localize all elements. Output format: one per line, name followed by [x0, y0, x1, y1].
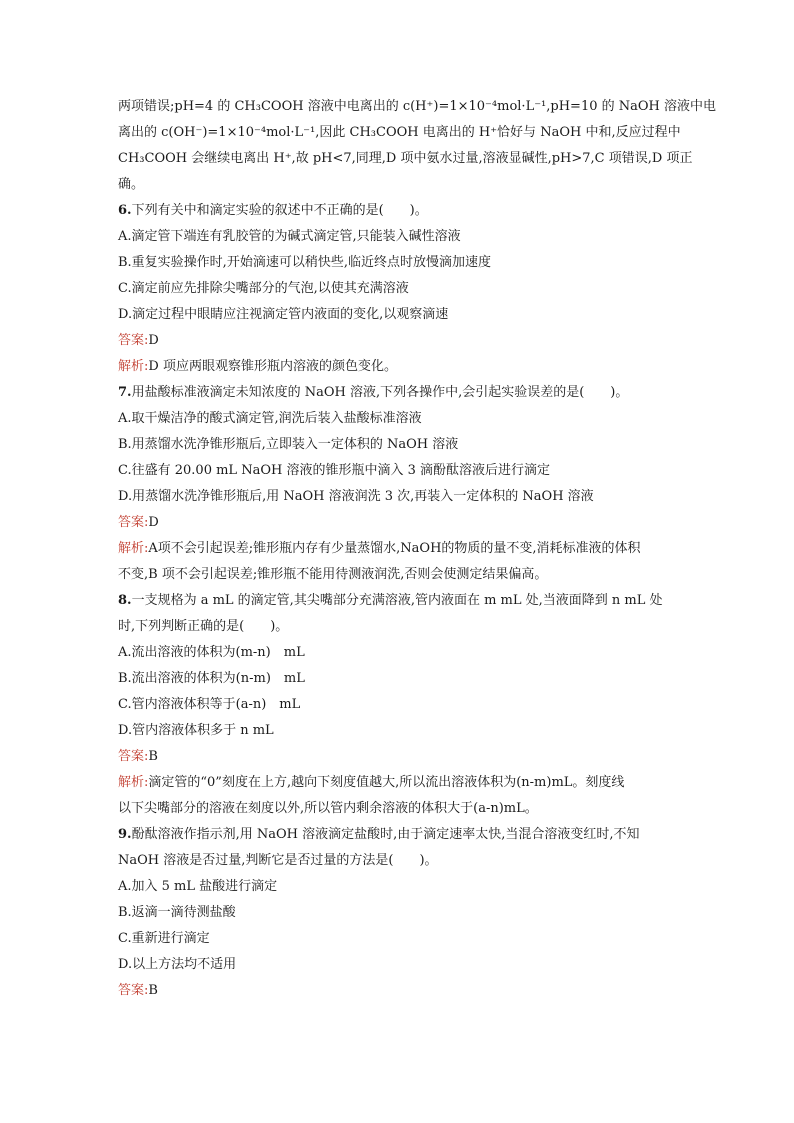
- option-a: A.流出溶液的体积为(m-n) mL: [118, 645, 305, 660]
- answer-label: 答案:: [118, 333, 149, 348]
- question-number: 6.: [118, 203, 132, 218]
- option-b: B.流出溶液的体积为(n-m) mL: [118, 671, 305, 686]
- question-stem: 6.下列有关中和滴定实验的叙述中不正确的是( )。: [118, 203, 428, 218]
- option-a: A.加入 5 mL 盐酸进行滴定: [118, 879, 278, 894]
- answer-value: B: [148, 983, 158, 998]
- question-stem: 9.酚酞溶液作指示剂,用 NaOH 溶液滴定盐酸时,由于滴定速率太快,当混合溶液变红时,不知: [118, 827, 640, 842]
- option-d: D.以上方法均不适用: [118, 957, 237, 972]
- answer-value: D: [148, 515, 159, 530]
- explanation: 解析:D 项应两眼观察锥形瓶内溶液的颜色变化。: [118, 359, 397, 374]
- question-number: 8.: [118, 593, 132, 608]
- question-number: 7.: [118, 385, 132, 400]
- answer: [118, 744, 688, 770]
- question-number: 9.: [118, 827, 132, 842]
- answer-label: 答案:: [118, 749, 149, 764]
- option-b: B.重复实验操作时,开始滴速可以稍快些,临近终点时放慢滴加速度: [118, 255, 491, 270]
- question-stem-continued: NaOH 溶液是否过量,判断它是否过量的方法是( )。: [118, 853, 438, 868]
- option-a: A.取干燥洁净的酸式滴定管,润洗后装入盐酸标准溶液: [118, 411, 422, 426]
- option-d: D.滴定过程中眼睛应注视滴定管内液面的变化,以观察滴速: [118, 307, 449, 322]
- option-c: C.滴定前应先排除尖嘴部分的气泡,以使其充满溶液: [118, 281, 409, 296]
- question-stem: 7.用盐酸标准液滴定未知浓度的 NaOH 溶液,下列各操作中,会引起实验误差的是( )。: [118, 385, 629, 400]
- answer: [118, 510, 688, 536]
- question-6: [118, 198, 688, 380]
- explanation-label: 解析:: [118, 541, 149, 556]
- option-d: D.管内溶液体积多于 n mL: [118, 723, 274, 738]
- question-7: [118, 380, 688, 588]
- text-line: CH₃COOH 会继续电离出 H⁺,故 pH<7,同理,D 项中氨水过量,溶液显碱性,pH>7,C 项错误,D 项正: [118, 151, 693, 166]
- question-9: [118, 822, 688, 1004]
- explanation-continued: 以下尖嘴部分的溶液在刻度以外,所以管内剩余溶液的体积大于(a-n)mL。: [118, 801, 538, 816]
- explanation-label: 解析:: [118, 359, 149, 374]
- answer-label: 答案:: [118, 983, 149, 998]
- option-b: B.返滴一滴待测盐酸: [118, 905, 236, 920]
- question-8: [118, 588, 688, 822]
- text-line: 两项错误;pH=4 的 CH₃COOH 溶液中电离出的 c(H⁺)=1×10⁻⁴mol·L⁻¹,pH=10 的 NaOH 溶液中电: [118, 99, 717, 114]
- explanation-label: 解析:: [118, 775, 149, 790]
- document-page: [118, 94, 717, 1004]
- answer-label: 答案:: [118, 515, 149, 530]
- answer-value: D: [148, 333, 159, 348]
- previous-explanation: [118, 94, 717, 198]
- question-stem-continued: 时,下列判断正确的是( )。: [118, 619, 289, 634]
- explanation: 解析:A项不会引起误差;锥形瓶内存有少量蒸馏水,NaOH的物质的量不变,消耗标准液的体积: [118, 541, 641, 556]
- text-line: 确。: [118, 177, 145, 192]
- text-line: 离出的 c(OH⁻)=1×10⁻⁴mol·L⁻¹,因此 CH₃COOH 电离出的 H⁺恰好与 NaOH 中和,反应过程中: [118, 125, 681, 140]
- option-c: C.管内溶液体积等于(a-n) mL: [118, 697, 301, 712]
- answer: [118, 328, 688, 354]
- option-d: D.用蒸馏水洗净锥形瓶后,用 NaOH 溶液润洗 3 次,再装入一定体积的 NaOH 溶液: [118, 489, 594, 504]
- option-c: C.重新进行滴定: [118, 931, 210, 946]
- answer-value: B: [148, 749, 158, 764]
- explanation-continued: 不变,B 项不会引起误差;锥形瓶不能用待测液润洗,否则会使测定结果偏高。: [118, 567, 548, 582]
- option-a: A.滴定管下端连有乳胶管的为碱式滴定管,只能装入碱性溶液: [118, 229, 461, 244]
- option-b: B.用蒸馏水洗净锥形瓶后,立即装入一定体积的 NaOH 溶液: [118, 437, 459, 452]
- question-stem: 8.一支规格为 a mL 的滴定管,其尖嘴部分充满溶液,管内液面在 m mL 处,当液面降到 n mL 处: [118, 593, 663, 608]
- option-c: C.往盛有 20.00 mL NaOH 溶液的锥形瓶中滴入 3 滴酚酞溶液后进行滴定: [118, 463, 550, 478]
- answer: [118, 978, 688, 1004]
- explanation: 解析:滴定管的“0”刻度在上方,越向下刻度值越大,所以流出溶液体积为(n-m)mL。刻度线: [118, 775, 625, 790]
